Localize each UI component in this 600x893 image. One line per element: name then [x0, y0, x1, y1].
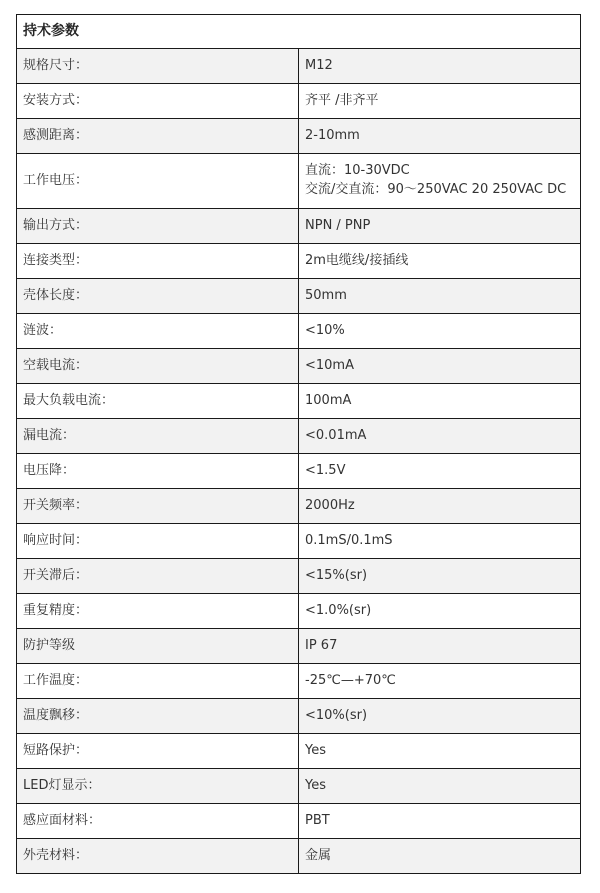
spec-row — [17, 49, 581, 84]
spec-label: 短路保护： — [17, 734, 299, 769]
spec-value-line: 2000Hz — [305, 497, 355, 513]
spec-value — [299, 314, 581, 349]
spec-label: 防护等级 — [17, 629, 299, 664]
spec-row — [17, 664, 581, 699]
spec-value — [299, 244, 581, 279]
spec-value-line: NPN / PNP — [305, 217, 371, 233]
spec-label: 规格尺寸： — [17, 49, 299, 84]
spec-value-line: Yes — [305, 777, 326, 793]
spec-label: 空载电流： — [17, 349, 299, 384]
spec-table-title: 持术参数 — [17, 15, 581, 49]
spec-value — [299, 524, 581, 559]
spec-label: 工作温度： — [17, 664, 299, 699]
spec-row — [17, 209, 581, 244]
spec-row — [17, 804, 581, 839]
spec-value — [299, 384, 581, 419]
spec-value-line: <0.01mA — [305, 427, 367, 443]
spec-value — [299, 419, 581, 454]
spec-label: 温度飘移： — [17, 699, 299, 734]
spec-value-line: 0.1mS/0.1mS — [305, 532, 393, 548]
spec-value-line: 2m电缆线/接插线 — [305, 252, 409, 268]
spec-label: 响应时间： — [17, 524, 299, 559]
spec-value-line: IP 67 — [305, 637, 338, 653]
spec-label: 开关频率： — [17, 489, 299, 524]
spec-label: 工作电压： — [17, 154, 299, 209]
spec-row — [17, 524, 581, 559]
spec-row — [17, 314, 581, 349]
spec-value-line: 金属 — [305, 847, 332, 863]
spec-label: 感测距离： — [17, 119, 299, 154]
spec-row — [17, 119, 581, 154]
spec-value — [299, 154, 581, 209]
spec-value-line: Yes — [305, 742, 326, 758]
spec-value-line: <15%(sr) — [305, 567, 368, 583]
spec-label: 感应面材料： — [17, 804, 299, 839]
spec-row — [17, 384, 581, 419]
spec-row — [17, 594, 581, 629]
spec-value-line: <1.0%(sr) — [305, 602, 372, 618]
spec-value-line: <10mA — [305, 357, 354, 373]
spec-label: 重复精度： — [17, 594, 299, 629]
spec-value — [299, 839, 581, 874]
spec-value — [299, 349, 581, 384]
spec-value — [299, 559, 581, 594]
spec-label: 漏电流： — [17, 419, 299, 454]
spec-value-line: 100mA — [305, 392, 352, 408]
spec-row — [17, 349, 581, 384]
spec-value-line: <10%(sr) — [305, 707, 368, 723]
spec-row — [17, 154, 581, 209]
spec-row — [17, 454, 581, 489]
spec-row — [17, 839, 581, 874]
spec-value — [299, 489, 581, 524]
spec-label: 外壳材料： — [17, 839, 299, 874]
spec-row — [17, 629, 581, 664]
spec-value — [299, 804, 581, 839]
spec-row — [17, 419, 581, 454]
spec-table-header — [17, 15, 581, 49]
spec-value-line: 2-10mm — [305, 127, 360, 143]
spec-label: 最大负载电流： — [17, 384, 299, 419]
spec-row — [17, 769, 581, 804]
spec-label: LED灯显示： — [17, 769, 299, 804]
spec-table-body — [17, 15, 581, 874]
spec-row — [17, 559, 581, 594]
spec-value — [299, 699, 581, 734]
spec-value — [299, 84, 581, 119]
spec-label: 电压降： — [17, 454, 299, 489]
spec-value-line: 50mm — [305, 287, 347, 303]
spec-value-line: <1.5V — [305, 462, 346, 478]
spec-value-line: M12 — [305, 57, 333, 73]
spec-value — [299, 279, 581, 314]
spec-value-line: -25℃—+70℃ — [305, 672, 396, 688]
spec-row — [17, 734, 581, 769]
spec-value — [299, 664, 581, 699]
spec-value — [299, 594, 581, 629]
spec-value — [299, 209, 581, 244]
spec-value-line: PBT — [305, 812, 330, 828]
spec-value-line: 交流/交直流：90～250VAC 20 250VAC DC — [305, 182, 567, 197]
spec-label: 涟波： — [17, 314, 299, 349]
spec-value-line: <10% — [305, 322, 345, 338]
spec-value — [299, 629, 581, 664]
spec-label: 开关滞后： — [17, 559, 299, 594]
spec-row — [17, 279, 581, 314]
spec-label: 连接类型： — [17, 244, 299, 279]
spec-label: 壳体长度： — [17, 279, 299, 314]
spec-value — [299, 769, 581, 804]
spec-value — [299, 454, 581, 489]
spec-label: 安装方式： — [17, 84, 299, 119]
spec-label: 输出方式： — [17, 209, 299, 244]
spec-table — [16, 14, 581, 874]
spec-value — [299, 734, 581, 769]
spec-row — [17, 489, 581, 524]
spec-value — [299, 49, 581, 84]
spec-row — [17, 244, 581, 279]
spec-value-line: 齐平 /非齐平 — [305, 92, 379, 108]
spec-value-line: 直流：10-30VDC — [305, 163, 410, 179]
spec-row — [17, 699, 581, 734]
spec-value — [299, 119, 581, 154]
spec-row — [17, 84, 581, 119]
